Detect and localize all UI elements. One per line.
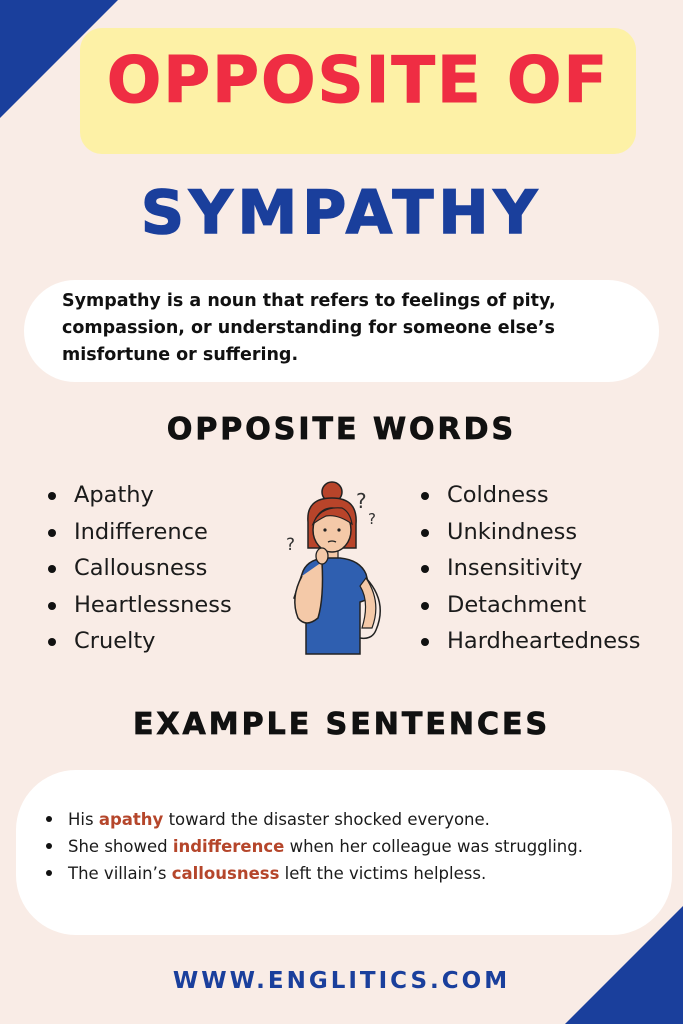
sentence-text: The villain’s	[68, 864, 172, 883]
highlighted-word: apathy	[98, 810, 164, 829]
sentence-text: She showed	[68, 837, 173, 856]
bullet-icon	[48, 638, 56, 646]
question-mark-icon: ?	[368, 510, 376, 528]
word-label: Cruelty	[74, 628, 156, 654]
list-item	[48, 477, 232, 514]
word-label: Unkindness	[447, 518, 578, 545]
list-item	[46, 806, 583, 833]
bullet-icon	[48, 602, 56, 610]
word-label: Detachment	[447, 591, 587, 618]
title-line-2: SYMPATHY	[140, 178, 543, 248]
list-item	[48, 623, 232, 660]
sentence-text: His	[68, 810, 99, 829]
definition-text: Sympathy is a noun that refers to feelings of pity, compassion, or understanding for someone else’s misfortune or suffering.	[62, 291, 556, 365]
word-label: Insensitivity	[447, 555, 583, 581]
word-label: Hardheartedness	[447, 628, 641, 654]
word-label: Apathy	[74, 482, 154, 508]
highlighted-word: indifference	[172, 837, 285, 856]
opposite-words-right-list	[421, 477, 640, 660]
sentence-text: when her colleague was struggling.	[284, 837, 583, 856]
highlighted-word: callousness	[171, 864, 280, 883]
word-label: Indifference	[74, 518, 208, 545]
list-item	[421, 623, 640, 660]
list-item	[48, 550, 232, 587]
question-mark-icon: ?	[286, 535, 296, 555]
bullet-icon	[48, 565, 56, 573]
list-item	[48, 514, 232, 551]
title-line-1: OPPOSITE OF	[106, 44, 610, 118]
list-item	[421, 477, 640, 514]
sentence-text: left the victims helpless.	[279, 864, 487, 883]
list-item	[421, 587, 640, 624]
example-sentences-heading: EXAMPLE SENTENCES	[132, 707, 551, 742]
word-label: Callousness	[74, 555, 208, 581]
thinking-person-illustration	[276, 478, 406, 668]
list-item	[46, 833, 583, 860]
list-item	[421, 514, 640, 551]
sentence-text: toward the disaster shocked everyone.	[163, 810, 490, 829]
example-sentences-list	[46, 806, 583, 887]
bullet-icon	[421, 529, 429, 537]
bullet-icon	[421, 638, 429, 646]
question-mark-icon: ?	[356, 489, 367, 513]
bullet-icon	[48, 529, 56, 537]
bullet-icon	[421, 602, 429, 610]
list-item	[48, 587, 232, 624]
bullet-icon	[46, 816, 52, 822]
opposite-words-heading: OPPOSITE WORDS	[166, 412, 517, 447]
bullet-icon	[421, 565, 429, 573]
bullet-icon	[421, 492, 429, 500]
opposite-words-left-list	[48, 477, 232, 660]
word-label: Coldness	[447, 482, 549, 508]
list-item	[421, 550, 640, 587]
footer-website-link[interactable]: WWW.ENGLITICS.COM	[172, 968, 511, 994]
bullet-icon	[46, 870, 52, 876]
word-label: Heartlessness	[74, 591, 232, 618]
bullet-icon	[48, 492, 56, 500]
bullet-icon	[46, 843, 52, 849]
list-item	[46, 860, 583, 887]
